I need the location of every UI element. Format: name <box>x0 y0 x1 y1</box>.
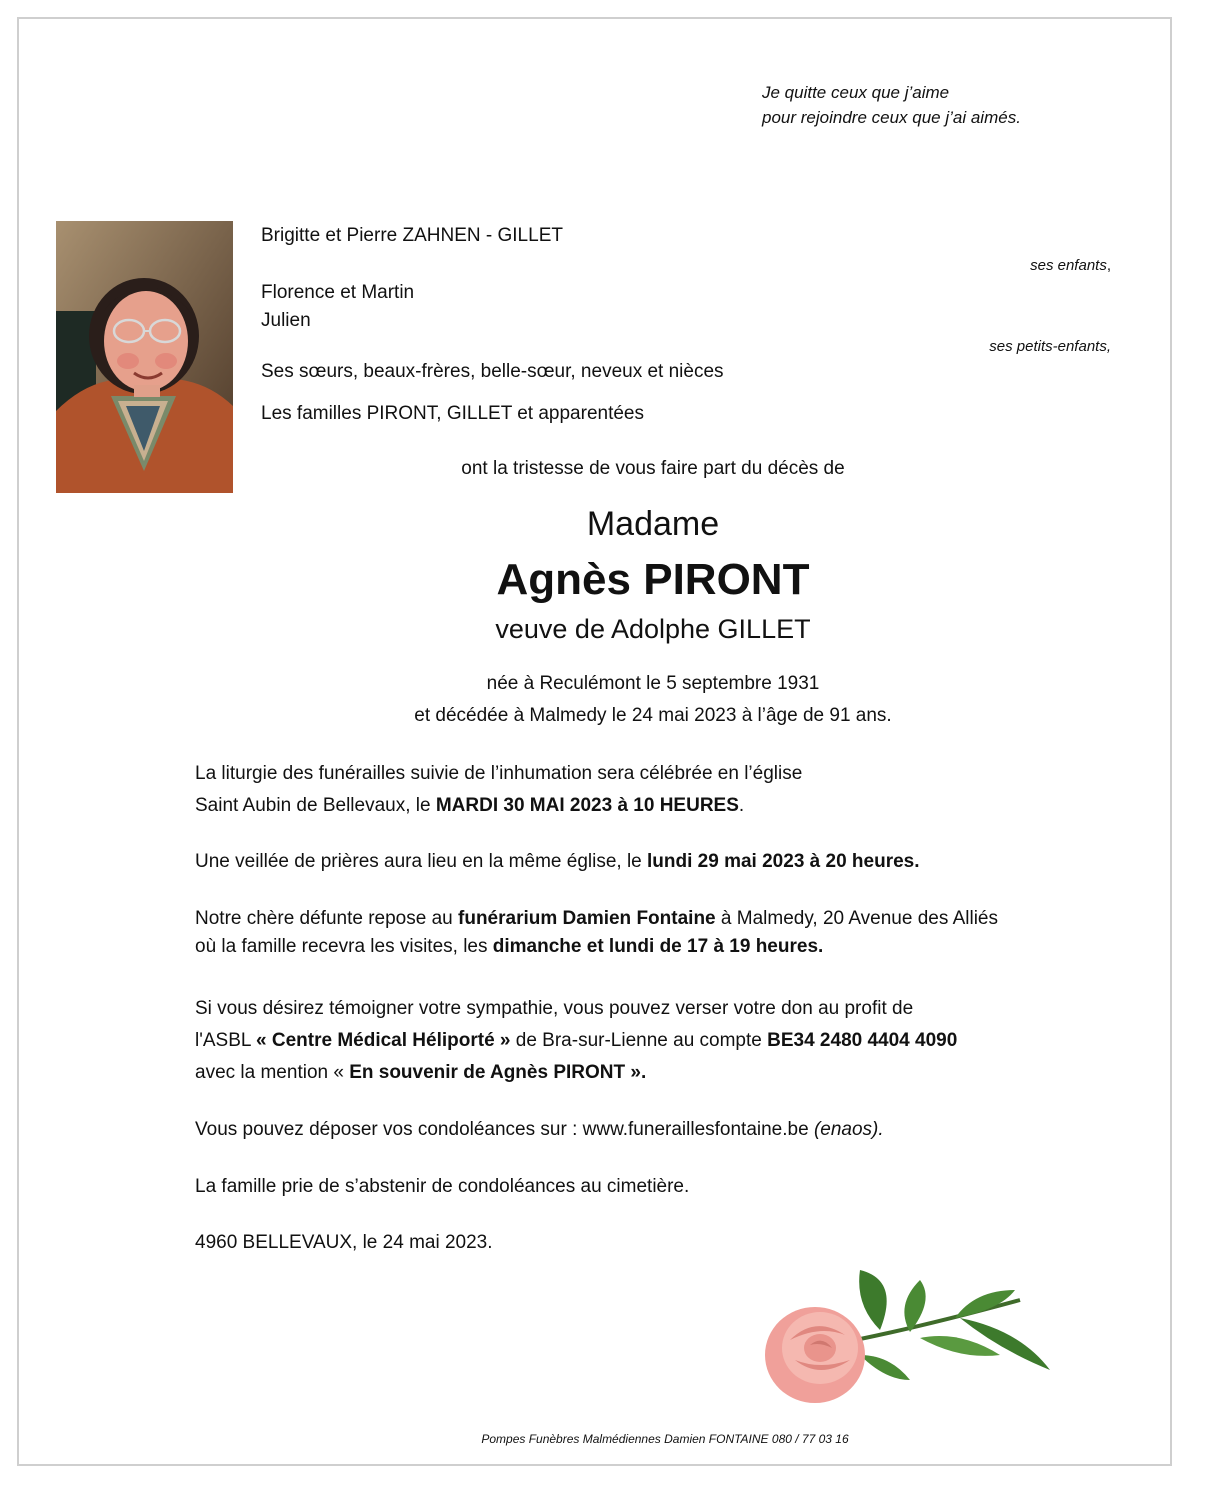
epitaph-line-2: pour rejoindre ceux que j’ai aimés. <box>762 108 1021 127</box>
donation-account-number: BE34 2480 4404 4090 <box>767 1030 958 1051</box>
funeral-home-name: funérarium Damien Fontaine <box>458 908 716 929</box>
announcement-intro: ont la tristesse de vous faire part du décès de <box>461 458 845 479</box>
visits-text: où la famille recevra les visites, les <box>195 936 493 957</box>
grandchildren-names-2: Julien <box>261 310 311 331</box>
siblings-line: Ses sœurs, beaux-frères, belle-sœur, neveux et nièces <box>261 361 724 382</box>
children-label: ses enfants, <box>1030 257 1111 274</box>
liturgy-location: Saint Aubin de Bellevaux, le <box>195 795 436 816</box>
children-label-text: ses enfants <box>1030 257 1107 274</box>
condolences-provider: (enaos). <box>813 1119 884 1140</box>
rest-line-2 <box>195 933 823 961</box>
funeral-home-footer: Pompes Funèbres Malmédiennes Damien FONTAINE 080 / 77 03 16 <box>481 1432 849 1446</box>
deceased-name: Agnès PIRONT <box>496 555 810 604</box>
deceased-title: Madame <box>586 505 720 543</box>
grandchildren-label: ses petits-enfants, <box>989 338 1111 355</box>
liturgy-end: . <box>738 795 745 816</box>
epitaph-line-1: Je quitte ceux que j’aime <box>762 83 950 102</box>
vigil-datetime: lundi 29 mai 2023 à 20 heures. <box>647 851 920 872</box>
donation-asbl: l'ASBL <box>195 1030 257 1051</box>
birth-info: née à Reculémont le 5 septembre 1931 <box>486 673 820 694</box>
grandchildren-names-1: Florence et Martin <box>261 282 415 303</box>
vigil-line <box>195 848 920 876</box>
place-date: 4960 BELLEVAUX, le 24 mai 2023. <box>195 1232 493 1253</box>
condolences-text: Vous pouvez déposer vos condoléances sur : www.funeraillesfontaine.be <box>195 1119 814 1140</box>
funeral-home-address: à Malmedy, 20 Avenue des Alliés <box>715 908 998 929</box>
death-info: et décédée à Malmedy le 24 mai 2023 à l’âge de 91 ans. <box>414 705 892 726</box>
cemetery-note: La famille prie de s’abstenir de condoléances au cimetière. <box>195 1176 690 1197</box>
condolences-line <box>195 1116 884 1144</box>
vigil-text: Une veillée de prières aura lieu en la même église, le <box>195 851 648 872</box>
liturgy-line-2 <box>195 792 744 820</box>
rose-icon <box>760 1260 1060 1420</box>
portrait-photo <box>56 221 233 493</box>
visits-schedule: dimanche et lundi de 17 à 19 heures. <box>492 936 824 957</box>
families-line: Les familles PIRONT, GILLET et apparentées <box>261 403 644 424</box>
donation-account-text: de Bra-sur-Lienne au compte <box>510 1030 768 1051</box>
rest-text: Notre chère défunte repose au <box>195 908 459 929</box>
donation-line-1: Si vous désirez témoigner votre sympathie, vous pouvez verser votre don au profit de <box>195 998 914 1019</box>
donation-organization: « Centre Médical Héliporté » <box>256 1030 511 1051</box>
portrait-photo-icon <box>56 221 233 493</box>
children-names: Brigitte et Pierre ZAHNEN - GILLET <box>261 225 563 246</box>
donation-line-3 <box>195 1059 646 1087</box>
epitaph-quote <box>762 80 1021 130</box>
liturgy-datetime: MARDI 30 MAI 2023 à 10 HEURES <box>435 795 739 816</box>
rest-line-1 <box>195 905 998 933</box>
donation-mention: En souvenir de Agnès PIRONT ». <box>349 1062 647 1083</box>
widow-of: veuve de Adolphe GILLET <box>495 614 811 644</box>
donation-mention-text: avec la mention « <box>195 1062 350 1083</box>
liturgy-line-1: La liturgie des funérailles suivie de l’inhumation sera célébrée en l’église <box>195 763 803 784</box>
donation-line-2 <box>195 1027 957 1055</box>
